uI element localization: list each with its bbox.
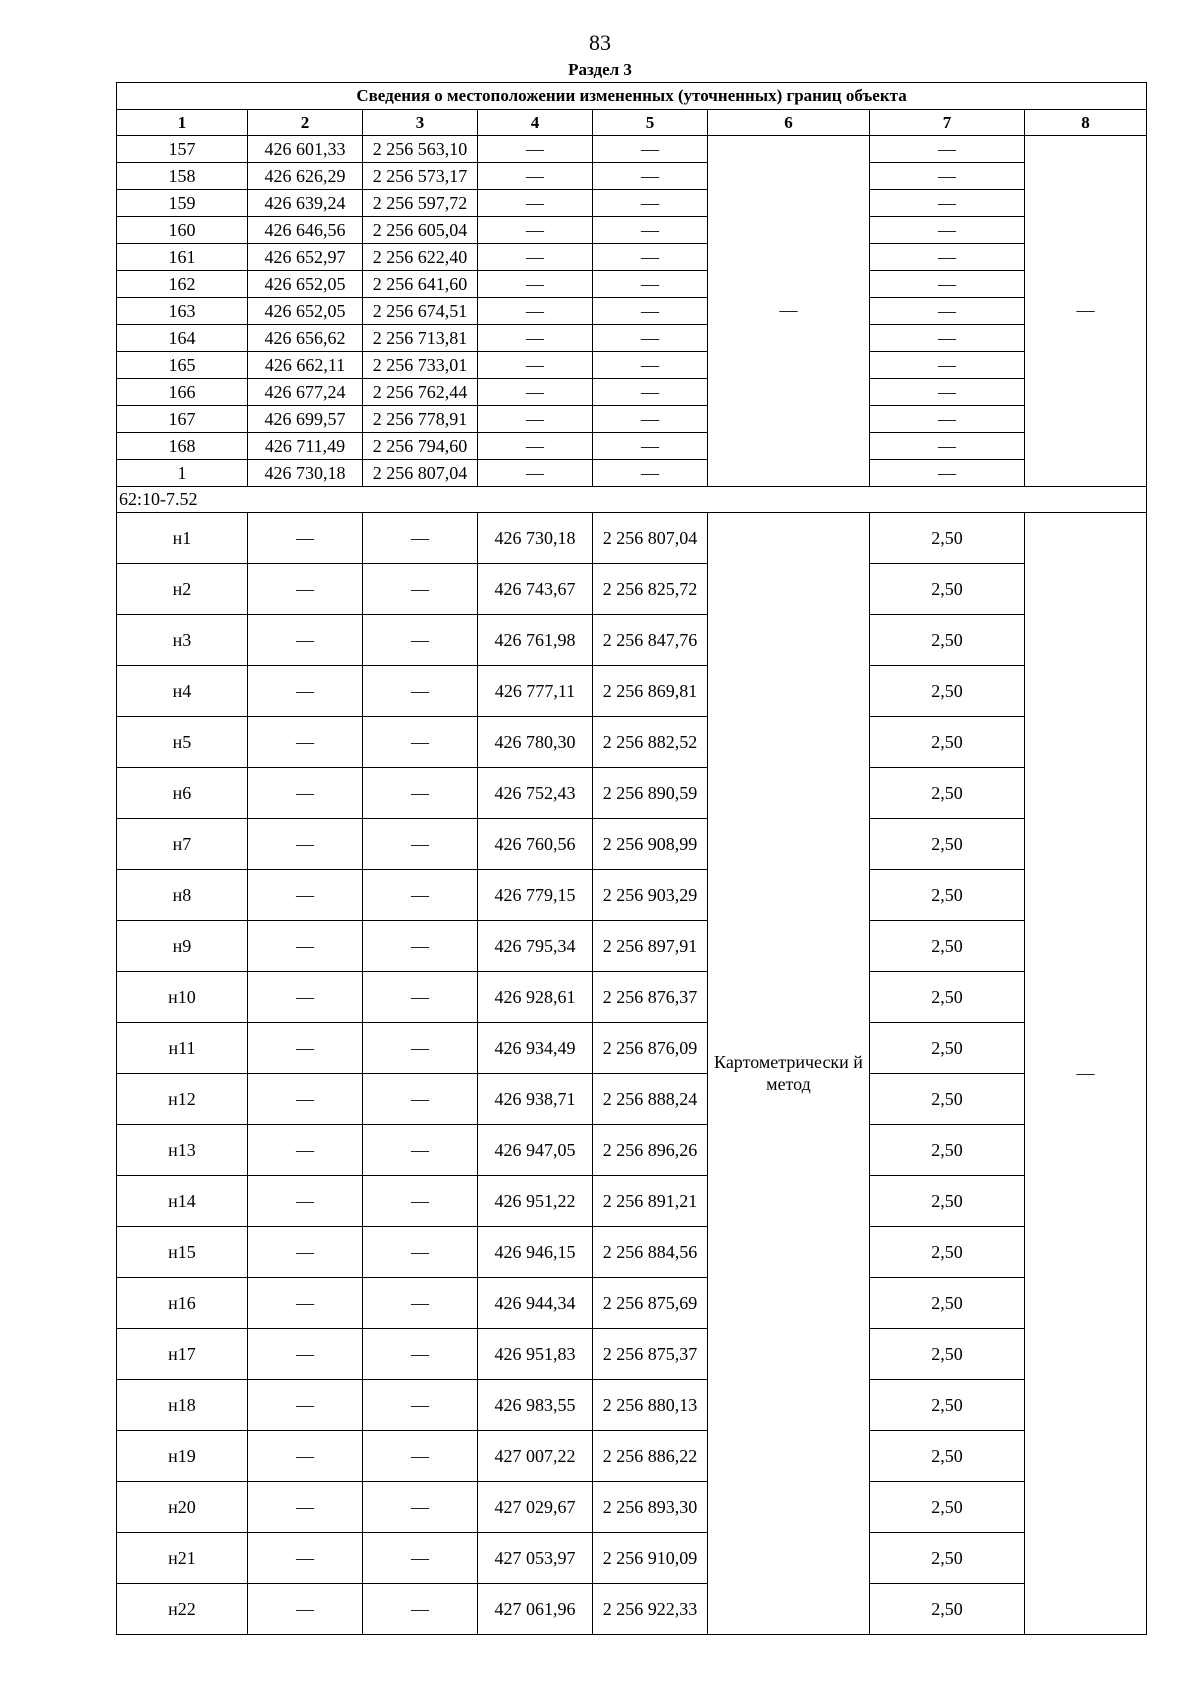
table-cell: 157 <box>117 136 248 163</box>
table-cell: 426 944,34 <box>478 1278 593 1329</box>
table-cell: 161 <box>117 244 248 271</box>
table-cell: 426 626,29 <box>248 163 363 190</box>
table-cell: 2,50 <box>870 1431 1025 1482</box>
table-cell: — <box>363 1380 478 1431</box>
table-cell: — <box>593 163 708 190</box>
table-cell: 2 256 884,56 <box>593 1227 708 1278</box>
table-cell: — <box>363 921 478 972</box>
table-cell: — <box>478 244 593 271</box>
table-cell: — <box>248 717 363 768</box>
table-cell: 426 652,05 <box>248 271 363 298</box>
table-row <box>117 513 1147 564</box>
table-row <box>117 433 1147 460</box>
table-cell: — <box>363 819 478 870</box>
table-cell: — <box>248 1533 363 1584</box>
table-cell: 2 256 605,04 <box>363 217 478 244</box>
table-cell: 2 256 825,72 <box>593 564 708 615</box>
table-cell: 427 007,22 <box>478 1431 593 1482</box>
table-cell: — <box>870 433 1025 460</box>
table-cell: н18 <box>117 1380 248 1431</box>
table-cell: 2 256 922,33 <box>593 1584 708 1635</box>
table-cell: 2 256 563,10 <box>363 136 478 163</box>
table-cell: 2 256 896,26 <box>593 1125 708 1176</box>
table-cell: 2 256 622,40 <box>363 244 478 271</box>
table-cell: 2 256 891,21 <box>593 1176 708 1227</box>
table-row <box>117 406 1147 433</box>
table-cell: — <box>870 460 1025 487</box>
table-cell: — <box>870 325 1025 352</box>
method-cell: — <box>708 136 870 487</box>
table-cell: н3 <box>117 615 248 666</box>
table-cell: — <box>363 1023 478 1074</box>
table-cell: 2,50 <box>870 1176 1025 1227</box>
table-cell: 2,50 <box>870 1533 1025 1584</box>
table-cell: — <box>248 564 363 615</box>
table-row <box>117 972 1147 1023</box>
table-row <box>117 1482 1147 1533</box>
table-cell: — <box>478 163 593 190</box>
table-cell: н10 <box>117 972 248 1023</box>
table-cell: 2 256 893,30 <box>593 1482 708 1533</box>
description-cell: — <box>1025 513 1147 1635</box>
table-cell: н6 <box>117 768 248 819</box>
table-cell: 2,50 <box>870 513 1025 564</box>
table-cell: 158 <box>117 163 248 190</box>
table-cell: 2,50 <box>870 564 1025 615</box>
table-cell: н9 <box>117 921 248 972</box>
table-cell: — <box>248 1329 363 1380</box>
table-cell: — <box>593 271 708 298</box>
table-caption: Сведения о местоположении измененных (уточненных) границ объекта <box>117 83 1147 110</box>
table-cell: — <box>363 615 478 666</box>
table-cell: — <box>478 298 593 325</box>
table-cell: — <box>478 271 593 298</box>
table-cell: 426 743,67 <box>478 564 593 615</box>
table-row <box>117 460 1147 487</box>
table-cell: — <box>478 352 593 379</box>
table-cell: 426 951,83 <box>478 1329 593 1380</box>
table-cell: 2,50 <box>870 1380 1025 1431</box>
table-cell: — <box>248 1176 363 1227</box>
table-cell: 164 <box>117 325 248 352</box>
table-row <box>117 1227 1147 1278</box>
table-cell: — <box>478 136 593 163</box>
table-cell: 426 652,97 <box>248 244 363 271</box>
table-cell: — <box>478 190 593 217</box>
table-cell: 2 256 641,60 <box>363 271 478 298</box>
parcel-label: 62:10-7.52 <box>117 487 1147 513</box>
table-cell: — <box>593 244 708 271</box>
table-cell: н11 <box>117 1023 248 1074</box>
table-cell: — <box>870 271 1025 298</box>
table-cell: — <box>870 244 1025 271</box>
table-cell: 2,50 <box>870 972 1025 1023</box>
table-cell: 2,50 <box>870 1023 1025 1074</box>
table-cell: н15 <box>117 1227 248 1278</box>
table-cell: — <box>478 325 593 352</box>
table-cell: 2 256 869,81 <box>593 666 708 717</box>
table-row <box>117 1431 1147 1482</box>
table-cell: — <box>870 379 1025 406</box>
table-cell: — <box>363 1074 478 1125</box>
table-cell: 165 <box>117 352 248 379</box>
table-cell: 2 256 888,24 <box>593 1074 708 1125</box>
table-cell: — <box>870 217 1025 244</box>
table-cell: — <box>248 1584 363 1635</box>
table-cell: — <box>478 460 593 487</box>
table-cell: 426 928,61 <box>478 972 593 1023</box>
table-row <box>117 163 1147 190</box>
table-cell: — <box>248 972 363 1023</box>
table-row <box>117 1584 1147 1635</box>
table-row <box>117 352 1147 379</box>
table-cell: — <box>363 1278 478 1329</box>
table-cell: — <box>593 433 708 460</box>
table-row <box>117 717 1147 768</box>
table-cell: н20 <box>117 1482 248 1533</box>
table-row <box>117 921 1147 972</box>
table-cell: — <box>478 217 593 244</box>
table-cell: 2,50 <box>870 921 1025 972</box>
table-cell: — <box>248 1278 363 1329</box>
table-cell: 166 <box>117 379 248 406</box>
table-row <box>117 190 1147 217</box>
table-cell: — <box>363 1227 478 1278</box>
table-cell: 163 <box>117 298 248 325</box>
table-cell: 2,50 <box>870 717 1025 768</box>
table-cell: 426 777,11 <box>478 666 593 717</box>
table-cell: 160 <box>117 217 248 244</box>
table-cell: — <box>248 513 363 564</box>
table-cell: н17 <box>117 1329 248 1380</box>
table-cell: 427 053,97 <box>478 1533 593 1584</box>
table-cell: — <box>248 1431 363 1482</box>
table-cell: 2 256 674,51 <box>363 298 478 325</box>
table-cell: — <box>248 921 363 972</box>
table-cell: 2 256 875,69 <box>593 1278 708 1329</box>
table-row <box>117 136 1147 163</box>
table-cell: н14 <box>117 1176 248 1227</box>
table-cell: — <box>363 717 478 768</box>
table-cell: н1 <box>117 513 248 564</box>
table-cell: 2,50 <box>870 1482 1025 1533</box>
column-number: 3 <box>363 110 478 136</box>
column-number: 5 <box>593 110 708 136</box>
table-cell: 426 639,24 <box>248 190 363 217</box>
table-cell: 426 983,55 <box>478 1380 593 1431</box>
table-cell: 2 256 910,09 <box>593 1533 708 1584</box>
table-cell: 426 699,57 <box>248 406 363 433</box>
table-cell: 427 029,67 <box>478 1482 593 1533</box>
table-cell: — <box>363 1125 478 1176</box>
table-cell: — <box>363 564 478 615</box>
table-cell: 2,50 <box>870 615 1025 666</box>
table-row <box>117 298 1147 325</box>
table-cell: 2 256 778,91 <box>363 406 478 433</box>
table-row <box>117 1176 1147 1227</box>
table-cell: 426 761,98 <box>478 615 593 666</box>
table-cell: — <box>870 190 1025 217</box>
column-number: 6 <box>708 110 870 136</box>
table-cell: — <box>363 768 478 819</box>
table-cell: 2 256 794,60 <box>363 433 478 460</box>
page-number: 83 <box>589 30 611 55</box>
table-cell: — <box>593 325 708 352</box>
table-cell: 2 256 573,17 <box>363 163 478 190</box>
table-cell: н2 <box>117 564 248 615</box>
table-cell: 426 730,18 <box>248 460 363 487</box>
table-cell: 426 938,71 <box>478 1074 593 1125</box>
table-cell: 426 760,56 <box>478 819 593 870</box>
table-row <box>117 1380 1147 1431</box>
table-cell: 2,50 <box>870 1584 1025 1635</box>
table-cell: — <box>478 406 593 433</box>
table-cell: — <box>248 1227 363 1278</box>
table-cell: 2 256 875,37 <box>593 1329 708 1380</box>
table-row <box>117 1074 1147 1125</box>
table-row <box>117 666 1147 717</box>
table-cell: 2 256 903,29 <box>593 870 708 921</box>
table-row <box>117 870 1147 921</box>
table-cell: 426 730,18 <box>478 513 593 564</box>
table-cell: 426 646,56 <box>248 217 363 244</box>
table-cell: 167 <box>117 406 248 433</box>
table-cell: 2,50 <box>870 768 1025 819</box>
description-cell: — <box>1025 136 1147 487</box>
table-cell: — <box>363 1533 478 1584</box>
table-cell: н13 <box>117 1125 248 1176</box>
table-row <box>117 1125 1147 1176</box>
table-cell: — <box>870 352 1025 379</box>
table-cell: — <box>248 870 363 921</box>
table-cell: 2 256 762,44 <box>363 379 478 406</box>
table-cell: 426 652,05 <box>248 298 363 325</box>
table-cell: 1 <box>117 460 248 487</box>
table-cell: 2 256 908,99 <box>593 819 708 870</box>
table-cell: — <box>248 1074 363 1125</box>
table-cell: 2,50 <box>870 1329 1025 1380</box>
table-cell: 2 256 880,13 <box>593 1380 708 1431</box>
table-cell: 159 <box>117 190 248 217</box>
table-cell: 2,50 <box>870 1227 1025 1278</box>
boundary-table <box>116 82 1147 1635</box>
table-row <box>117 1278 1147 1329</box>
table-cell: 426 951,22 <box>478 1176 593 1227</box>
table-cell: — <box>593 406 708 433</box>
table-cell: 2 256 897,91 <box>593 921 708 972</box>
table-row <box>117 379 1147 406</box>
table-cell: — <box>363 972 478 1023</box>
table-cell: н7 <box>117 819 248 870</box>
table-cell: — <box>248 1482 363 1533</box>
table-cell: — <box>870 163 1025 190</box>
table-cell: — <box>478 433 593 460</box>
table-cell: 2 256 882,52 <box>593 717 708 768</box>
table-row <box>117 244 1147 271</box>
column-number: 8 <box>1025 110 1147 136</box>
table-row <box>117 1023 1147 1074</box>
table-cell: 427 061,96 <box>478 1584 593 1635</box>
table-cell: 2 256 890,59 <box>593 768 708 819</box>
table-cell: — <box>870 136 1025 163</box>
table-cell: 426 677,24 <box>248 379 363 406</box>
table-cell: н12 <box>117 1074 248 1125</box>
table-cell: — <box>363 1482 478 1533</box>
table-cell: 2 256 713,81 <box>363 325 478 352</box>
table-cell: — <box>593 460 708 487</box>
table-cell: н22 <box>117 1584 248 1635</box>
table-cell: н16 <box>117 1278 248 1329</box>
table-row <box>117 564 1147 615</box>
table-cell: — <box>248 819 363 870</box>
table-cell: 426 779,15 <box>478 870 593 921</box>
table-cell: 168 <box>117 433 248 460</box>
table-cell: — <box>248 1023 363 1074</box>
table-cell: — <box>870 298 1025 325</box>
table-cell: 2 256 807,04 <box>593 513 708 564</box>
table-row <box>117 819 1147 870</box>
table-cell: 2 256 847,76 <box>593 615 708 666</box>
table-row <box>117 325 1147 352</box>
table-cell: 426 601,33 <box>248 136 363 163</box>
table-cell: — <box>248 768 363 819</box>
table-cell: 2,50 <box>870 870 1025 921</box>
table-cell: 426 780,30 <box>478 717 593 768</box>
table-body <box>117 136 1147 1635</box>
table-cell: — <box>593 190 708 217</box>
table-row <box>117 1533 1147 1584</box>
table-cell: — <box>363 1431 478 1482</box>
table-cell: 2,50 <box>870 1125 1025 1176</box>
table-cell: — <box>363 1584 478 1635</box>
table-row <box>117 1329 1147 1380</box>
table-cell: — <box>593 352 708 379</box>
table-cell: 426 662,11 <box>248 352 363 379</box>
table-row <box>117 615 1147 666</box>
table-row <box>117 487 1147 513</box>
table-cell: 426 946,15 <box>478 1227 593 1278</box>
table-cell: — <box>593 379 708 406</box>
table-cell: — <box>593 298 708 325</box>
column-number: 7 <box>870 110 1025 136</box>
table-cell: 426 656,62 <box>248 325 363 352</box>
table-cell: — <box>478 379 593 406</box>
table-cell: н5 <box>117 717 248 768</box>
table-cell: — <box>593 136 708 163</box>
table-row <box>117 768 1147 819</box>
table-cell: — <box>593 217 708 244</box>
table-cell: 2,50 <box>870 666 1025 717</box>
column-number: 1 <box>117 110 248 136</box>
table-cell: 426 934,49 <box>478 1023 593 1074</box>
table-cell: 2 256 597,72 <box>363 190 478 217</box>
table-cell: н4 <box>117 666 248 717</box>
table-cell: 426 795,34 <box>478 921 593 972</box>
table-cell: — <box>870 406 1025 433</box>
table-cell: — <box>363 666 478 717</box>
table-cell: н19 <box>117 1431 248 1482</box>
table-cell: 2 256 876,09 <box>593 1023 708 1074</box>
table-row <box>117 271 1147 298</box>
table-cell: 426 752,43 <box>478 768 593 819</box>
table-cell: 162 <box>117 271 248 298</box>
table-cell: 2 256 807,04 <box>363 460 478 487</box>
table-cell: — <box>248 615 363 666</box>
table-cell: 2,50 <box>870 1074 1025 1125</box>
method-cell: Картометрически й метод <box>708 513 870 1635</box>
table-cell: — <box>363 1176 478 1227</box>
table-cell: 2,50 <box>870 1278 1025 1329</box>
table-cell: н21 <box>117 1533 248 1584</box>
table-cell: н8 <box>117 870 248 921</box>
column-number: 2 <box>248 110 363 136</box>
table-row <box>117 217 1147 244</box>
column-number: 4 <box>478 110 593 136</box>
table-cell: — <box>363 1329 478 1380</box>
table-cell: 2 256 876,37 <box>593 972 708 1023</box>
table-cell: 426 711,49 <box>248 433 363 460</box>
table-cell: 2,50 <box>870 819 1025 870</box>
section-title: Раздел 3 <box>568 60 632 79</box>
table-cell: — <box>248 666 363 717</box>
table-cell: — <box>248 1380 363 1431</box>
table-cell: 426 947,05 <box>478 1125 593 1176</box>
table-cell: — <box>248 1125 363 1176</box>
table-cell: 2 256 886,22 <box>593 1431 708 1482</box>
table-cell: 2 256 733,01 <box>363 352 478 379</box>
table-cell: — <box>363 513 478 564</box>
table-cell: — <box>363 870 478 921</box>
